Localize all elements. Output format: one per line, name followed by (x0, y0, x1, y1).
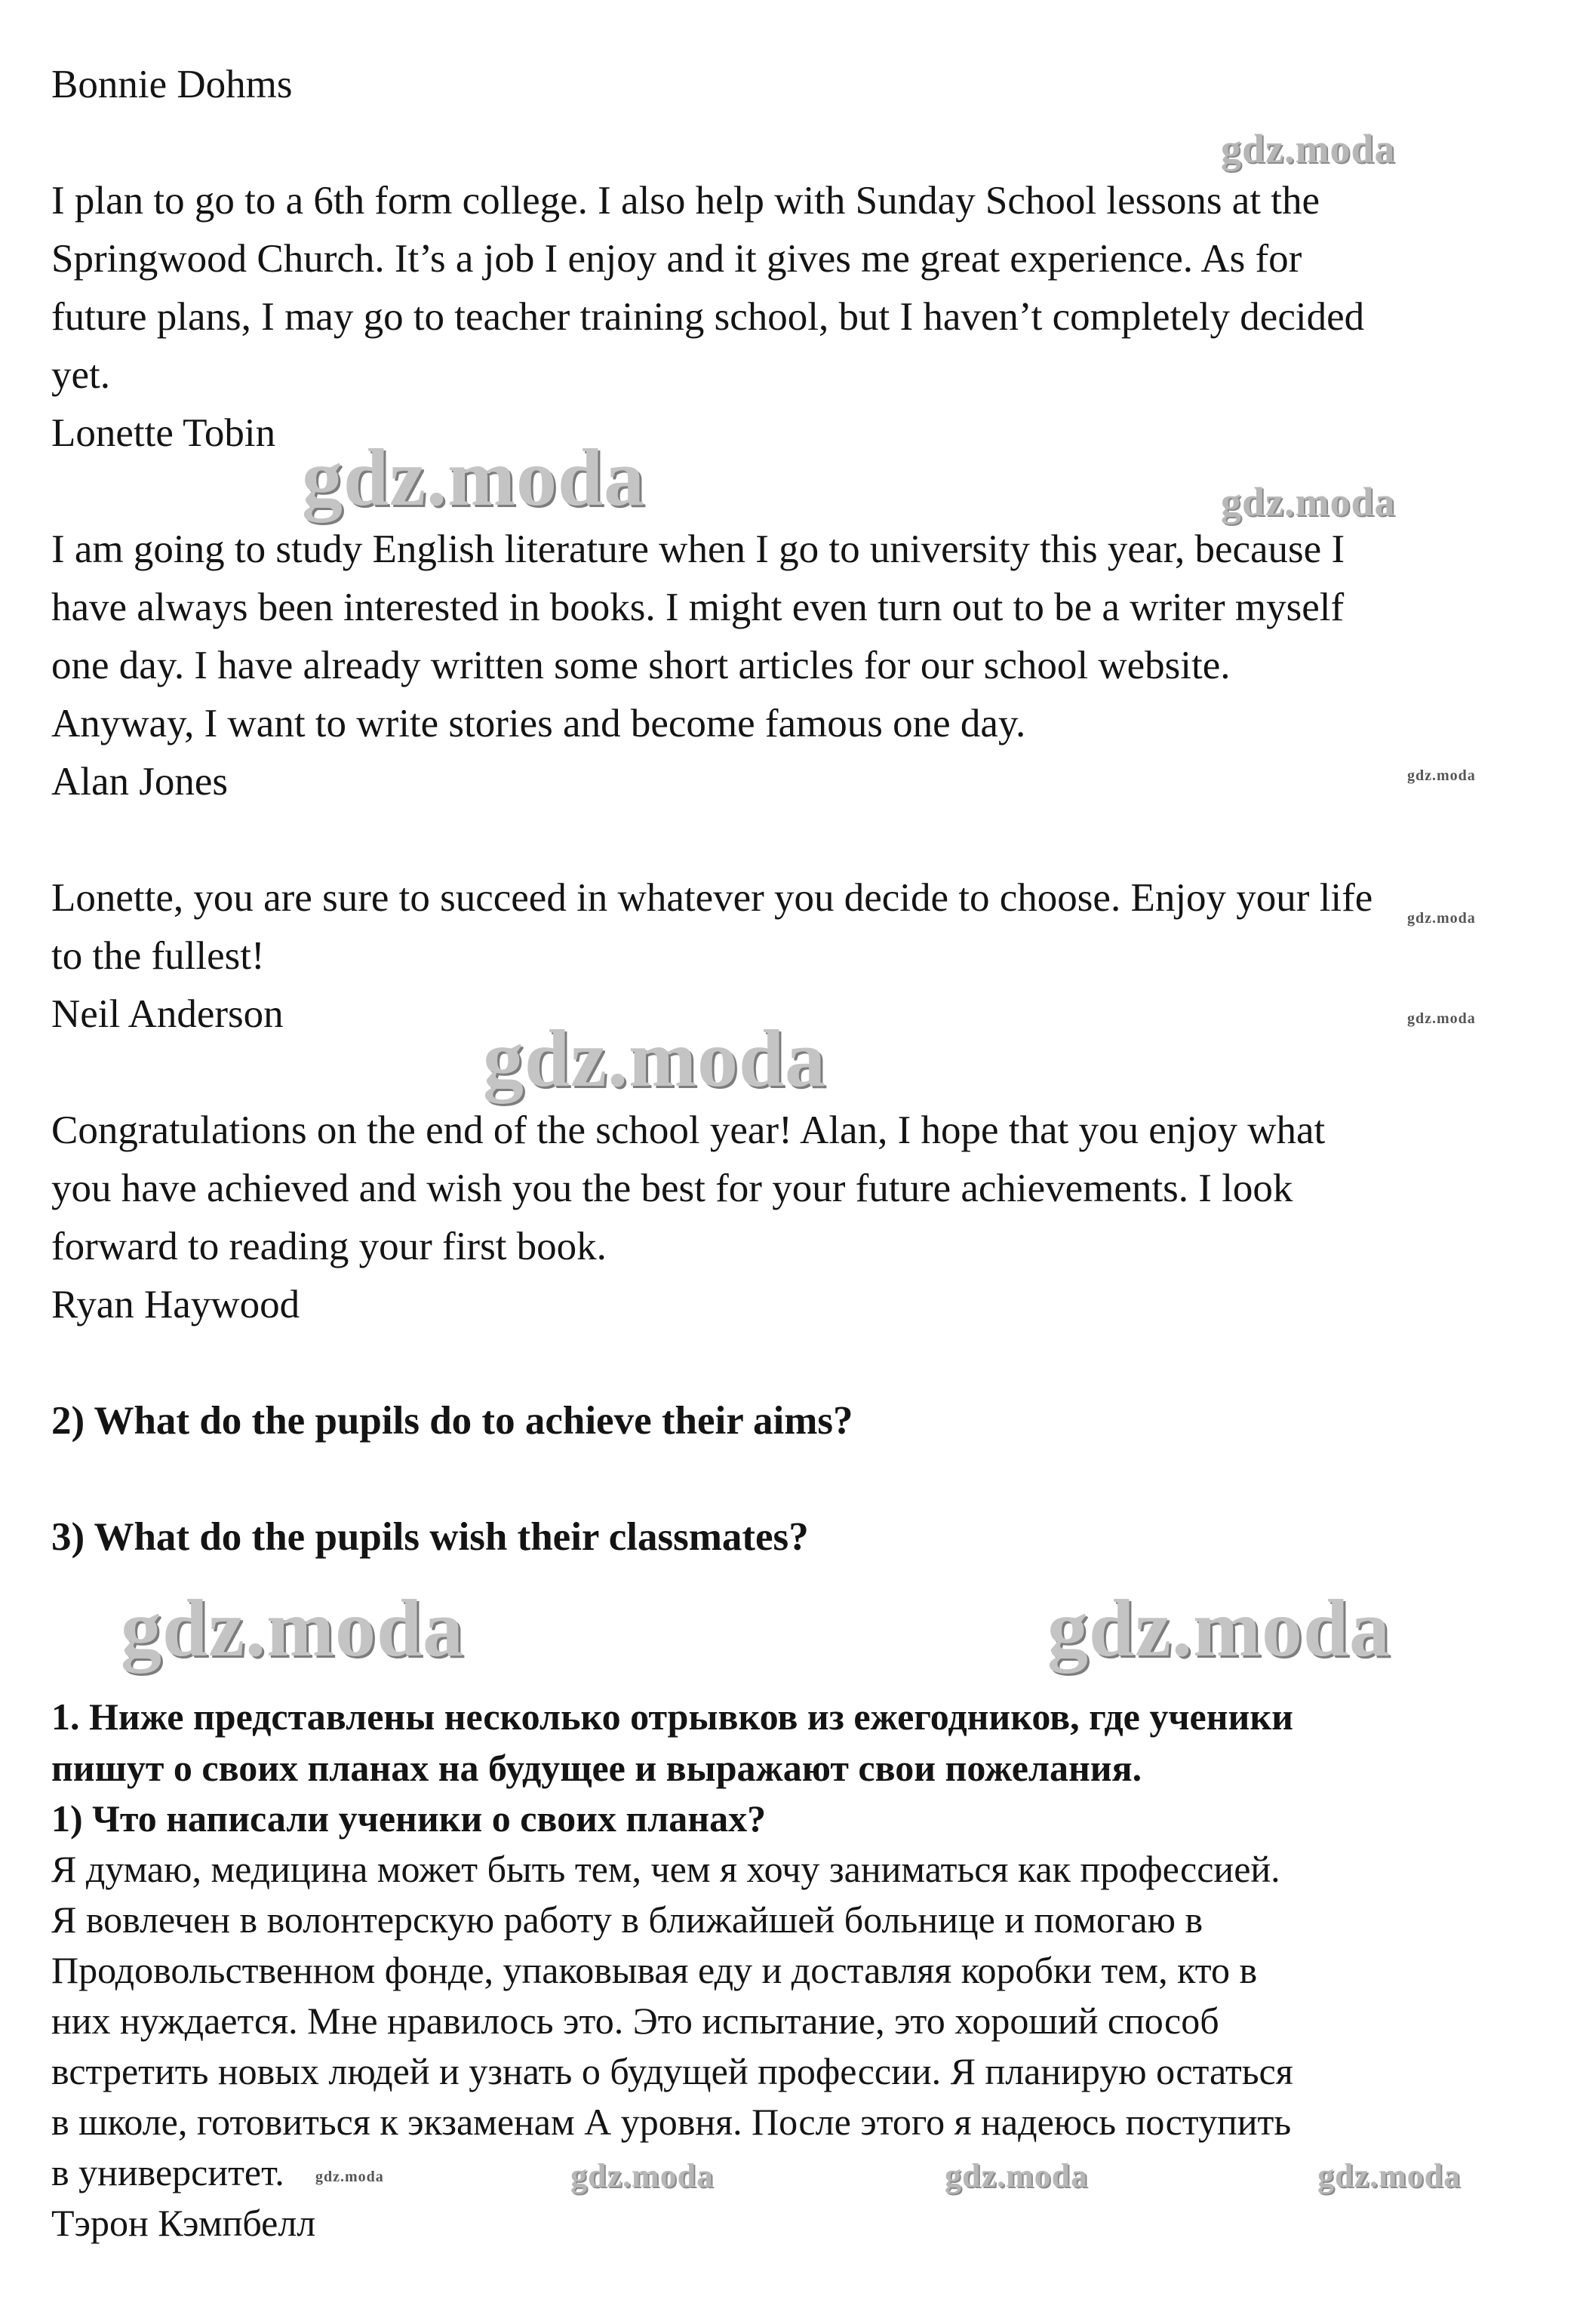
author-name: Neil Anderson (51, 992, 284, 1036)
question-heading: 3) What do the pupils wish their classmates? (51, 1515, 809, 1559)
entry-text-line: I am going to study English literature when I go to university this year, because I (51, 527, 1345, 571)
translation-question: 1) Что написали ученики о своих планах? (51, 1797, 767, 1840)
entry-text-line: Congratulations on the end of the school year! Alan, I hope that you enjoy what (51, 1108, 1326, 1152)
watermark-logo: gdz.moda (121, 1584, 465, 1674)
watermark-logo: gdz.moda (1407, 1010, 1476, 1027)
watermark-logo: gdz.moda (483, 1014, 827, 1104)
watermark-logo: gdz.moda (945, 2157, 1089, 2194)
translation-text-line: в университет. (51, 2151, 284, 2193)
translation-text-line: Я вовлечен в волонтерскую работу в ближайшей больнице и помогаю в (51, 1898, 1203, 1941)
translation-text-line: в школе, готовиться к экзаменам А уровня. После этого я надеюсь поступить (51, 2101, 1292, 2143)
author-name: Ryan Haywood (51, 1283, 300, 1326)
translation-heading: 1. Ниже представлены несколько отрывков из ежегодников, где ученики (51, 1695, 1293, 1738)
question-heading: 2) What do the pupils do to achieve their aims? (51, 1399, 853, 1443)
entry-text-line: future plans, I may go to teacher training school, but I haven’t completely decided (51, 295, 1365, 339)
entry-text-line: one day. I have already written some short articles for our school website. (51, 644, 1231, 687)
watermark-logo: gdz.moda (1407, 767, 1476, 784)
watermark-logo: gdz.moda (302, 433, 646, 523)
entry-text-line: yet. (51, 353, 110, 397)
author-name: Тэрон Кэмпбелл (51, 2202, 316, 2244)
entry-text-line: to the fullest! (51, 934, 265, 978)
translation-text-line: встретить новых людей и узнать о будущей профессии. Я планирую остаться (51, 2050, 1293, 2092)
entry-text-line: Lonette, you are sure to succeed in whatever you decide to choose. Enjoy your life (51, 876, 1373, 920)
translation-text-line: Продовольственном фонде, упаковывая еду и доставляя коробки тем, кто в (51, 1949, 1258, 1991)
entry-text-line: forward to reading your first book. (51, 1225, 607, 1268)
translation-text-line: них нуждается. Мне нравилось это. Это испытание, это хороший способ (51, 2000, 1219, 2042)
entry-text-line: Anyway, I want to write stories and become famous one day. (51, 702, 1026, 745)
entry-text-line: I plan to go to a 6th form college. I also help with Sunday School lessons at the (51, 179, 1320, 223)
author-name: Lonette Tobin (51, 411, 276, 455)
watermark-logo: gdz.moda (1221, 126, 1396, 171)
translation-text-line: Я думаю, медицина может быть тем, чем я хочу заниматься как профессией. (51, 1848, 1280, 1890)
watermark-logo: gdz.moda (1407, 910, 1476, 927)
entry-text-line: Springwood Church. It’s a job I enjoy and it gives me great experience. As for (51, 237, 1302, 281)
watermark-logo: gdz.moda (1317, 2157, 1462, 2194)
watermark-logo: gdz.moda (1221, 479, 1396, 524)
watermark-logo: gdz.moda (1047, 1584, 1391, 1674)
watermark-logo: gdz.moda (315, 2169, 384, 2185)
translation-heading: пишут о своих планах на будущее и выражают свои пожелания. (51, 1747, 1142, 1789)
author-name: Bonnie Dohms (51, 63, 293, 106)
watermark-logo: gdz.moda (570, 2157, 715, 2194)
entry-text-line: have always been interested in books. I might even turn out to be a writer myself (51, 586, 1345, 629)
entry-text-line: you have achieved and wish you the best for your future achievements. I look (51, 1167, 1293, 1210)
author-name: Alan Jones (51, 760, 229, 804)
